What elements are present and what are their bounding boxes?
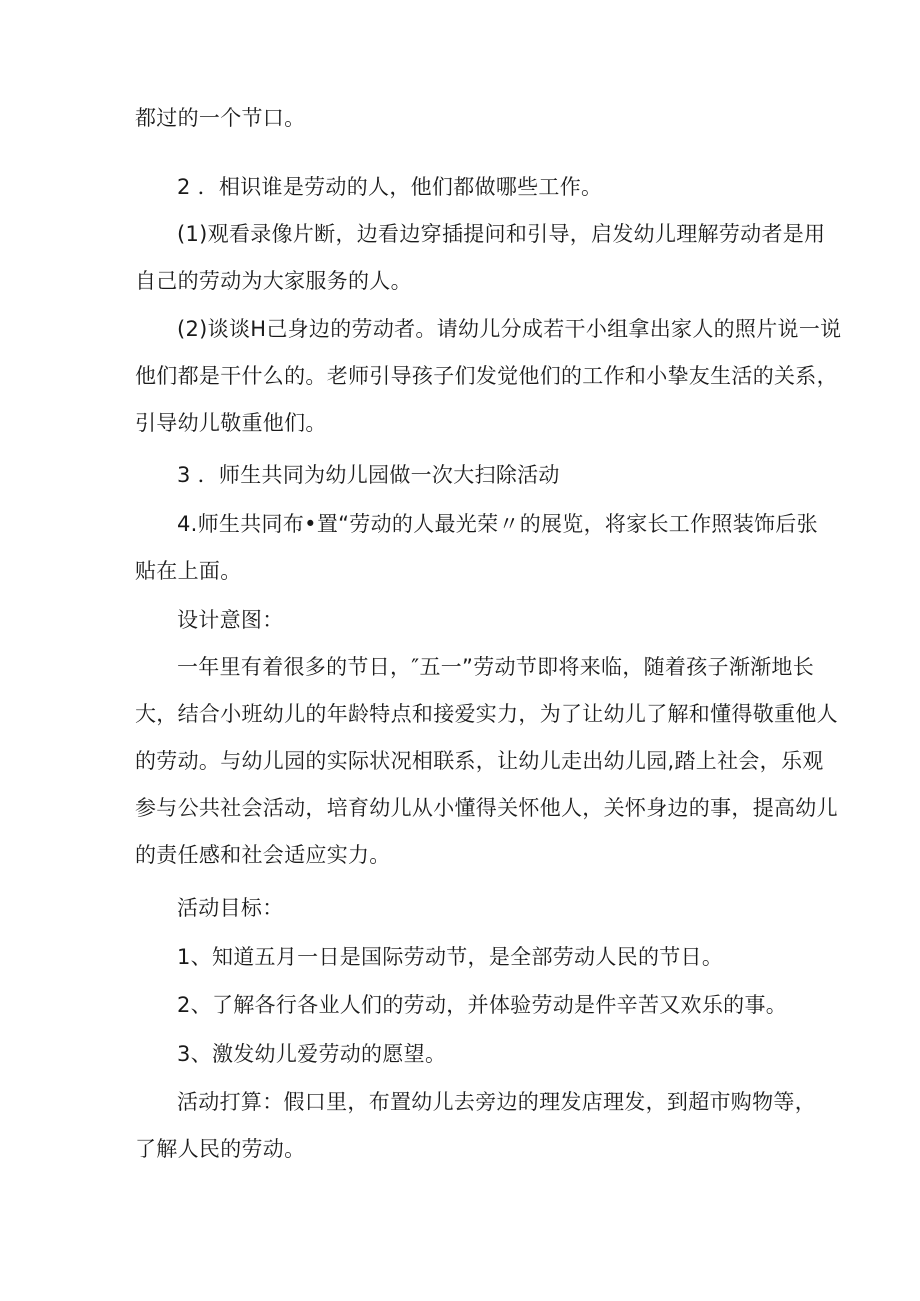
text-line: (1)观看录像片断，边看边穿插提问和引导，启发幼儿理解劳动者是用 [177,222,826,246]
section-heading: 活动目标： [177,896,284,920]
text-line: 参与公共社会活动，培育幼儿从小懂得关怀他人，关怀身边的事，提高幼儿 [135,796,838,820]
text-line: 引导幼儿敬重他们。 [135,411,327,435]
text-line: 了解人民的劳动。 [135,1137,306,1161]
text-line: (2)谈谈H己身边的劳动者。请幼儿分成若干小组拿出家人的照片说一说 [177,317,842,341]
list-item: 1、知道五月一日是国际劳动节，是全部劳动人民的节日。 [177,945,724,969]
text-line: 2 ．相识谁是劳动的人，他们都做哪些工作。 [177,175,603,199]
text-line: 的劳动。与幼儿园的实际状况相联系，让幼儿走出幼儿园,踏上社会，乐观 [135,749,824,773]
text-line: 的责任感和社会适应实力。 [135,843,391,867]
text-line: 一年里有着很多的节日，″五一”劳动节即将来临，随着孩子渐渐地长 [177,655,815,679]
section-heading: 设计意图： [177,608,284,632]
text-line: 贴在上面。 [135,559,242,583]
list-item: 2、了解各行各业人们的劳动，并体验劳动是件辛苦又欢乐的事。 [177,993,788,1017]
text-line: 活动打算：假口里，布置幼儿去旁边的理发店理发，到超市购物等， [177,1090,816,1114]
text-line: 4.师生共同布•置“劳动的人最光荣〃的展览，将家长工作照装饰后张 [177,512,818,536]
text-line: 自己的劳动为大家服务的人。 [135,269,412,293]
text-line: 他们都是干什么的。老师引导孩子们发觉他们的工作和小挚友生活的关系， [135,364,838,388]
text-line: 3 ．师生共同为幼儿园做一次大扫除活动 [177,463,560,487]
text-line: 大，结合小班幼儿的年龄特点和接爱实力，为了让幼儿了解和懂得敬重他人 [135,702,838,726]
text-line: 都过的一个节口。 [135,106,306,130]
list-item: 3、激发幼儿爱劳动的愿望。 [177,1042,447,1066]
